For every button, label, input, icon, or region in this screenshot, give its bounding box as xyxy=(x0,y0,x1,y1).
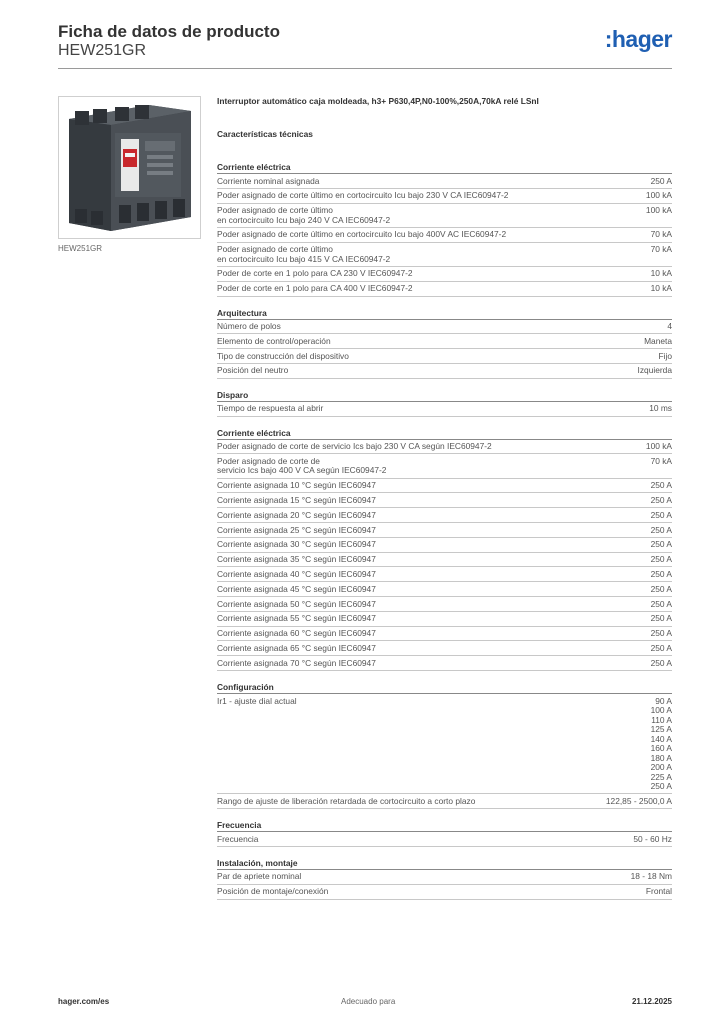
product-code: HEW251GR xyxy=(58,42,147,59)
spec-section xyxy=(217,819,672,847)
spec-row xyxy=(217,523,672,538)
spec-value: 250 A xyxy=(650,568,672,579)
section-spacer xyxy=(217,671,672,681)
spec-value: 70 kA xyxy=(650,244,672,255)
spec-row xyxy=(217,440,672,455)
circuit-breaker-illustration xyxy=(59,97,200,238)
spec-row xyxy=(217,508,672,523)
spec-section xyxy=(217,307,672,379)
spec-value: 10 kA xyxy=(650,268,672,279)
spec-value: Maneta xyxy=(644,335,672,346)
spec-row xyxy=(217,493,672,508)
product-description: Interruptor automático caja moldeada, h3+ P630,4P,N0-100%,250A,70kA relé LSnI xyxy=(217,96,539,106)
section-title: Configuración xyxy=(217,681,672,694)
spec-value: 122,85 - 2500,0 A xyxy=(605,795,672,806)
spec-label: Corriente asignada 45 °C según IEC60947 xyxy=(217,583,376,594)
spec-section xyxy=(217,389,672,417)
spec-value: 10 kA xyxy=(650,283,672,294)
page-footer xyxy=(58,997,672,1009)
footer-website-link[interactable]: hager.com/es xyxy=(58,997,110,1006)
spec-row xyxy=(217,627,672,642)
spec-label: Corriente asignada 40 °C según IEC60947 xyxy=(217,568,376,579)
spec-value: 250 A xyxy=(650,628,672,639)
spec-row xyxy=(217,641,672,656)
spec-label: Corriente asignada 20 °C según IEC60947 xyxy=(217,509,376,520)
spec-row xyxy=(217,189,672,204)
header-divider xyxy=(58,68,672,69)
spec-value: Frontal xyxy=(645,886,672,897)
spec-label: Elemento de control/operación xyxy=(217,335,331,346)
spec-label: Poder de corte en 1 polo para CA 230 V IEC60947-2 xyxy=(217,268,413,279)
section-title: Corriente eléctrica xyxy=(217,161,672,174)
spec-value: 100 kA xyxy=(645,205,672,216)
spec-row xyxy=(217,282,672,297)
spec-row xyxy=(217,553,672,568)
section-title: Arquitectura xyxy=(217,307,672,320)
spec-label: Número de polos xyxy=(217,321,281,332)
technical-characteristics-heading: Características técnicas xyxy=(217,129,313,139)
spec-row xyxy=(217,656,672,671)
spec-row xyxy=(217,870,672,885)
spec-value: 250 A xyxy=(650,539,672,550)
spec-value: 250 A xyxy=(650,494,672,505)
spec-label: Par de apriete nominal xyxy=(217,871,302,882)
hager-logo: :hager xyxy=(604,26,672,52)
spec-label: Corriente asignada 70 °C según IEC60947 xyxy=(217,657,376,668)
spec-label: Posición del neutro xyxy=(217,365,289,376)
spec-row xyxy=(217,538,672,553)
spec-row xyxy=(217,832,672,847)
spec-label: Tipo de construcción del dispositivo xyxy=(217,350,349,361)
spec-label: Poder asignado de corte de servicio Ics bajo 230 V CA según IEC60947-2 xyxy=(217,441,492,452)
spec-row xyxy=(217,479,672,494)
section-spacer xyxy=(217,847,672,857)
spec-label: Poder asignado de corte último en cortocircuito Icu bajo 230 V CA IEC60947-2 xyxy=(217,190,509,201)
spec-row xyxy=(217,794,672,809)
spec-value: 50 - 60 Hz xyxy=(633,833,672,844)
spec-label: Poder de corte en 1 polo para CA 400 V IEC60947-2 xyxy=(217,283,413,294)
spec-label: Corriente asignada 25 °C según IEC60947 xyxy=(217,524,376,535)
spec-value: 250 A xyxy=(650,598,672,609)
spec-row xyxy=(217,204,672,228)
spec-section xyxy=(217,681,672,809)
section-title: Corriente eléctrica xyxy=(217,427,672,440)
footer-suitable-for: Adecuado para xyxy=(341,997,396,1006)
spec-row xyxy=(217,228,672,243)
spec-row xyxy=(217,349,672,364)
spec-label: Corriente asignada 10 °C según IEC60947 xyxy=(217,480,376,491)
spec-value: 4 xyxy=(667,321,672,332)
spec-value: 250 A xyxy=(650,613,672,624)
spec-value: 70 kA xyxy=(650,229,672,240)
spec-label: Corriente asignada 30 °C según IEC60947 xyxy=(217,539,376,550)
section-spacer xyxy=(217,417,672,427)
image-caption: HEW251GR xyxy=(58,244,103,253)
spec-section xyxy=(217,161,672,297)
spec-row xyxy=(217,612,672,627)
section-title: Frecuencia xyxy=(217,819,672,832)
spec-label: Poder asignado de corte último en cortocircuito Icu bajo 240 V CA IEC60947-2 xyxy=(217,205,391,225)
spec-section xyxy=(217,427,672,671)
spec-row xyxy=(217,243,672,267)
spec-row xyxy=(217,885,672,900)
spec-value: 90 A 100 A 110 A 125 A 140 A 160 A 180 A 200 A 225 A 250 A xyxy=(650,695,672,792)
spec-value: 250 A xyxy=(650,642,672,653)
spec-value: 250 A xyxy=(650,583,672,594)
spec-label: Corriente asignada 50 °C según IEC60947 xyxy=(217,598,376,609)
spec-value: 250 A xyxy=(650,524,672,535)
page-title: Ficha de datos de producto xyxy=(58,22,280,41)
spec-value: 250 A xyxy=(650,175,672,186)
spec-row xyxy=(217,567,672,582)
spec-label: Corriente nominal asignada xyxy=(217,175,320,186)
spec-value: 250 A xyxy=(650,509,672,520)
spec-label: Ir1 - ajuste dial actual xyxy=(217,695,297,706)
spec-value: 10 ms xyxy=(649,403,672,414)
spec-row xyxy=(217,582,672,597)
spec-row xyxy=(217,364,672,379)
spec-row xyxy=(217,320,672,335)
spec-label: Corriente asignada 35 °C según IEC60947 xyxy=(217,554,376,565)
section-spacer xyxy=(217,379,672,389)
section-spacer xyxy=(217,809,672,819)
spec-value: 100 kA xyxy=(645,441,672,452)
spec-row xyxy=(217,694,672,794)
spec-value: 18 - 18 Nm xyxy=(630,871,672,882)
product-specs xyxy=(217,96,672,900)
section-title: Instalación, montaje xyxy=(217,857,672,870)
section-spacer xyxy=(217,297,672,307)
spec-label: Corriente asignada 60 °C según IEC60947 xyxy=(217,628,376,639)
spec-label: Corriente asignada 55 °C según IEC60947 xyxy=(217,613,376,624)
page-header xyxy=(58,20,672,70)
spec-row xyxy=(217,454,672,478)
spec-label: Poder asignado de corte último en cortocircuito Icu bajo 415 V CA IEC60947-2 xyxy=(217,244,391,264)
product-image xyxy=(58,96,201,239)
spec-label: Poder asignado de corte de servicio Ics bajo 400 V CA según IEC60947-2 xyxy=(217,455,387,476)
spec-row xyxy=(217,334,672,349)
spec-value: 250 A xyxy=(650,657,672,668)
spec-section xyxy=(217,857,672,900)
spec-value: 250 A xyxy=(650,480,672,491)
spec-value: Fijo xyxy=(658,350,672,361)
spec-label: Posición de montaje/conexión xyxy=(217,886,329,897)
spec-value: Izquierda xyxy=(637,365,672,376)
spec-label: Poder asignado de corte último en cortocircuito Icu bajo 400V AC IEC60947-2 xyxy=(217,229,507,240)
spec-row xyxy=(217,597,672,612)
spec-row xyxy=(217,267,672,282)
spec-label: Corriente asignada 65 °C según IEC60947 xyxy=(217,642,376,653)
spec-sections xyxy=(217,161,672,900)
spec-row xyxy=(217,402,672,417)
footer-date: 21.12.2025 xyxy=(631,997,672,1006)
spec-label: Tiempo de respuesta al abrir xyxy=(217,403,324,414)
spec-value: 250 A xyxy=(650,554,672,565)
spec-value: 100 kA xyxy=(645,190,672,201)
spec-row xyxy=(217,174,672,189)
spec-value: 70 kA xyxy=(650,455,672,466)
section-title: Disparo xyxy=(217,389,672,402)
spec-label: Frecuencia xyxy=(217,833,259,844)
spec-label: Rango de ajuste de liberación retardada de cortocircuito a corto plazo xyxy=(217,795,476,806)
spec-label: Corriente asignada 15 °C según IEC60947 xyxy=(217,494,376,505)
